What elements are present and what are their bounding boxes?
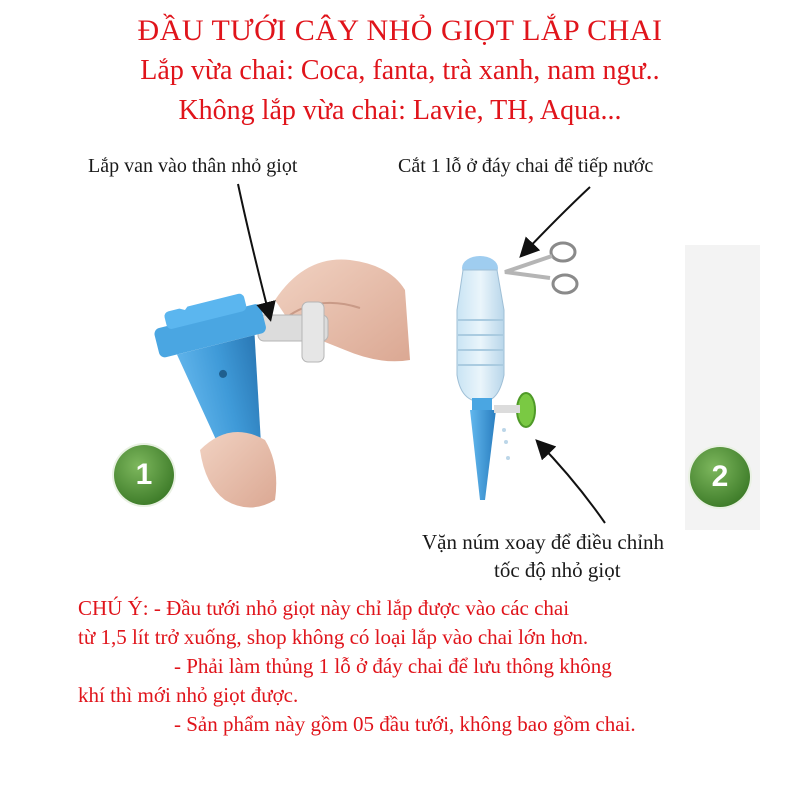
step1-badge: 1 (114, 445, 174, 505)
note-line-4: khí thì mới nhỏ giọt được. (78, 683, 299, 707)
note-line-5: - Sản phẩm này gồm 05 đầu tưới, không bao gồm chai. (174, 712, 636, 736)
product-title: ĐẦU TƯỚI CÂY NHỎ GIỌT LẮP CHAI (137, 14, 663, 47)
knob-caption-line1: Vặn núm xoay để điều chỉnh (422, 530, 665, 554)
knob-caption-line2: tốc độ nhỏ giọt (494, 558, 621, 582)
incompatible-bottles: Không lắp vừa chai: Lavie, TH, Aqua... (178, 95, 622, 126)
step1-caption: Lắp van vào thân nhỏ giọt (88, 155, 298, 177)
note-line-1: CHÚ Ý: - Đầu tưới nhỏ giọt này chỉ lắp được vào các chai (78, 596, 570, 620)
step2-caption: Cắt 1 lỗ ở đáy chai để tiếp nước (398, 155, 654, 177)
note-line-2: từ 1,5 lít trở xuống, shop không có loại lắp vào chai lớn hơn. (78, 625, 589, 649)
compatible-bottles: Lắp vừa chai: Coca, fanta, trà xanh, nam ngư.. (140, 55, 660, 86)
step2-badge: 2 (690, 447, 750, 507)
note-line-3: - Phải làm thủng 1 lỗ ở đáy chai để lưu thông không (174, 654, 612, 678)
